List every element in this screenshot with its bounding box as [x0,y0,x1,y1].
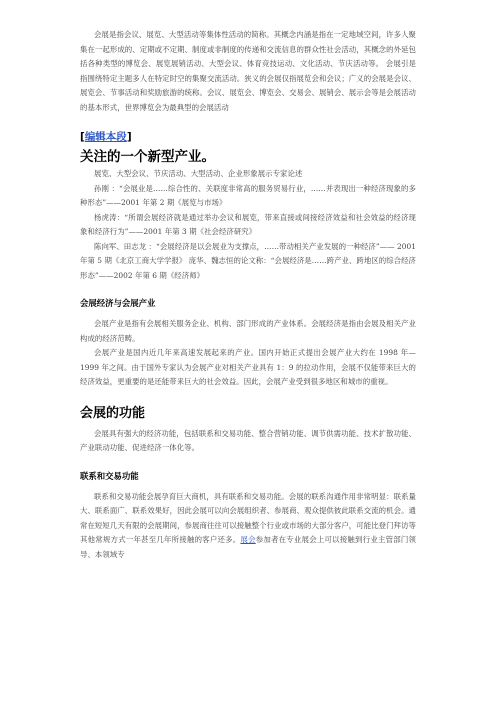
industry-definition-paragraph: 会展产业是指有会展相关服务企业、机构、部门形成的产业体系。会展经济是指由会展及相关产业构成的经济范畴。 [80,319,416,343]
contact-trade-text-after: 参加者在专业展会上可以接触到行业主管部门领导、本领域专 [80,535,416,559]
edit-section-link[interactable] [80,129,416,145]
edit-bracket-close: ] [126,131,132,143]
exhibition-link[interactable]: 展会 [240,535,256,544]
quote-sun-gang: 孙刚 ：“会展业是……综合性的、关联度非常高的服务贸易行业，……并表现出一种经济现象的多种形态”——2001 年第 2 期《展览与市场》 [80,183,416,207]
quote-yang-hutao: 杨虎涛：“所谓会展经济就是通过举办会议和展览，带来直接或间接经济效益和社会效益的经济现象和经济行为”——2001 年第 3 期《社会经济研究》 [80,212,416,236]
section-heading-contact-trade: 联系和交易功能 [80,470,139,481]
edit-section-label[interactable]: 编辑本段 [84,131,127,143]
edit-bracket-open: [ [80,131,85,143]
section-heading-new-industry: 关注的一个新型产业。 [80,149,215,165]
section-heading-functions: 会展的功能 [80,405,146,421]
functions-paragraph: 会展具有强大的经济功能，包括联系和交易功能、整合营销功能、调节供需功能、技术扩散功能、产业联动功能、促进经济一体化等。 [80,428,416,452]
intro-paragraph: 会展是指会议、展览、大型活动等集体性活动的简称。其概念内涵是指在一定地域空间，许多人聚集在一起形成的、定期或不定期、制度或非制度的传递和交流信息的群众性社会活动，其概念的外延包括各种类型的博览会、展览展销活动、大型会议、体育竞技运动、文化活动、节庆活动等。 会展引是指围绕特定主题多人在特定时空的集聚交流活动。狭义的会展仅指展览会和会议；广义的会展是会议、展览会、节事活动和奖励旅游的统称。会议、展览会、博览会、交易会、展销会、展示会等是会展活动的基本形式，世界博览会为最典型的会展活动 [80,30,416,112]
document-page [80,28,416,562]
industry-growth-paragraph: 会展产业是国内近几年来高速发展起来的产业。国内开始正式提出会展产业大约在 1998 年—1999 年之间。由于国外专家认为会展产业对相关产业具有 1：9 的拉动作用，会展不仅能带来巨大的经济效益，更重要的是还能带来巨大的社会效益。因此，会展产业受到很多地区和城市的重视。 [80,348,416,386]
expert-intro-line: 展览、大型会议、节庆活动、大型活动、企业形象展示专家论述 [94,169,303,178]
contact-trade-text-before: 联系和交易功能会展孕育巨大商机，具有联系和交易功能。会展的联系沟通作用非常明显：联系量大、联系面广、联系效果好，因此会展可以向会展组织者、参展商、观众提供彼此联系交流的机会。通常在短短几天有限的会展期间，参展商往往可以接触整个行业或市场的大部分客户，可能比登门拜访等其他常规方式一年甚至几年所接触的客户还多。 [80,491,416,544]
contact-trade-paragraph [80,490,416,563]
section-heading-economy-industry: 会展经济与会展产业 [80,298,156,308]
quote-chen-xiangjun: 陈向军、田志龙 ：“会展经济是以会展业为支撑点，……带动相关产业发展的一种经济”—— 2001 年第 5 期《北京工商大学学报》 庞华、魏志恒的论文称：“会展经济是……跨产业、跨地区的综合经济形态”——2002 年第 6 期《经济师》 [80,241,416,280]
